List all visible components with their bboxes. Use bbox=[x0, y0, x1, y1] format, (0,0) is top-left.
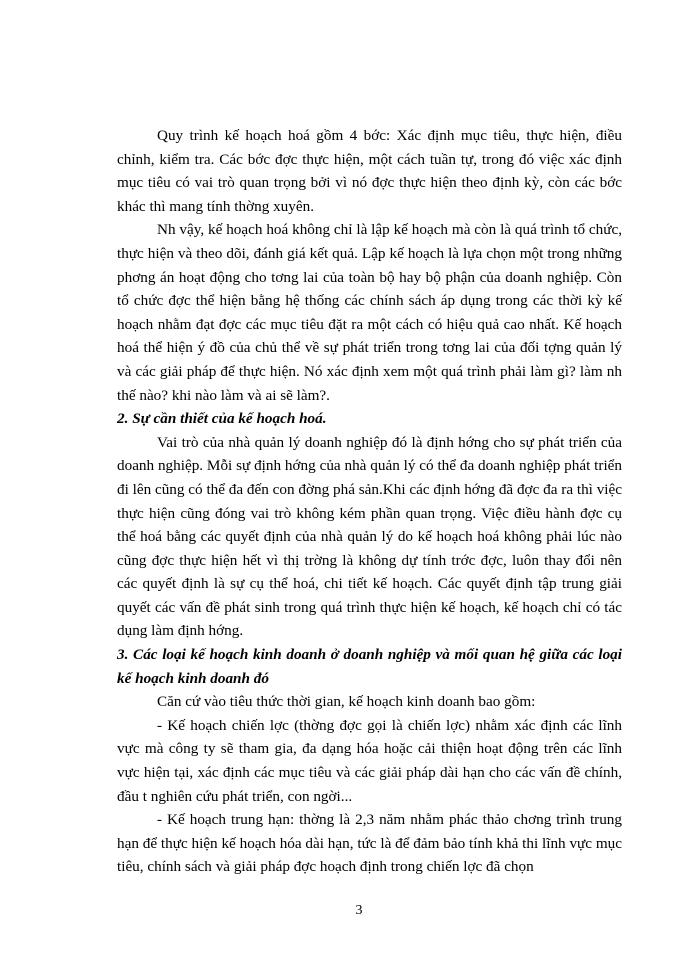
section-heading-necessity: 2. Sự cần thiết của kế hoạch hoá. bbox=[117, 410, 327, 428]
list-item-medium-term-plan: - Kế hoạch trung hạn: thờng là 2,3 năm nhằm phác thảo chơng trình trung hạn để thực hiện kế hoạch hóa dài hạn, tức là để đảm bảo tính khả thi lĩnh vực mục tiêu, chính sách và giải pháp đợc hoạch định trong chiến lợc đã chọn bbox=[117, 811, 622, 876]
paragraph-planning-process: Quy trình kế hoạch hoá gồm 4 bớc: Xác định mục tiêu, thực hiện, điều chỉnh, kiểm tra. Các bớc đợc thực hiện, một cách tuần tự, trong đó việc xác định mục tiêu có vai trò quan trọng bởi vì nó đợc thực hiện theo định kỳ, còn các bớc khác thì mang tính thờng xuyên. bbox=[117, 127, 622, 215]
list-item-strategic-plan: - Kế hoạch chiến lợc (thờng đợc gọi là chiến lợc) nhằm xác định các lĩnh vực mà công ty sẽ tham gia, đa dạng hóa hoặc cải thiện hoạt động trên các lĩnh vực hiện tại, xác định các mục tiêu và các giải pháp dài hạn cho các vấn đề chính, đầu t nghiên cứu phát triển, con ngời... bbox=[117, 716, 622, 805]
paragraph-manager-role: Vai trò của nhà quản lý doanh nghiệp đó là định hớng cho sự phát triển của doanh nghiệp. Mỗi sự định hớng của nhà quản lý có thể đa doanh nghiệp phát triển đi lên cũng có thể đa đến con đờng phá sản.Khi các định hớng đã đợc đa ra thì việc thực hiện cũng đóng vai trò không kém phần quan trọng. Việc điều hành đợc cụ thể hoá bằng các quyết định của nhà quản lý do kế hoạch hoá không phải lúc nào cũng đợc thực hiện hết vì thị trờng là không dự tính trớc đợc, luôn thay đổi nên các quyết định là sự cụ thể hoá, chi tiết kế hoạch. Các quyết định tập trung giải quyết các vấn đề phát sinh trong quá trình thực hiện kế hoạch, kế hoạch chỉ có tác dụng làm định hớng. bbox=[117, 433, 622, 640]
section-heading-plan-types: 3. Các loại kế hoạch kinh doanh ở doanh nghiệp và mối quan hệ giữa các loại kế hoạch kinh doanh đó bbox=[117, 646, 622, 687]
page-number: 3 bbox=[355, 903, 363, 918]
document-body bbox=[117, 124, 622, 879]
paragraph-time-criteria: Căn cứ vào tiêu thức thời gian, kế hoạch kinh doanh bao gồm: bbox=[157, 693, 536, 711]
paragraph-planning-definition: Nh vậy, kế hoạch hoá không chỉ là lập kế hoạch mà còn là quá trình tổ chức, thực hiện và theo dõi, đánh giá kết quả. Lập kế hoạch là lựa chọn một trong những phơng án hoạt động cho tơng lai của toàn bộ hay bộ phận của doanh nghiệp. Còn tổ chức đợc thể hiện bằng hệ thống các chính sách áp dụng trong các thời kỳ kế hoạch nhằm đạt đợc các mục tiêu đặt ra một cách có hiệu quả cao nhất. Kế hoạch hoá thể hiện ý đồ của chủ thể về sự phát triển trong tơng lai của đối tợng quản lý và các giải pháp để thực hiện. Nó xác định xem một quá trình phải làm gì? làm nh thế nào? khi nào làm và ai sẽ làm?. bbox=[117, 221, 622, 404]
